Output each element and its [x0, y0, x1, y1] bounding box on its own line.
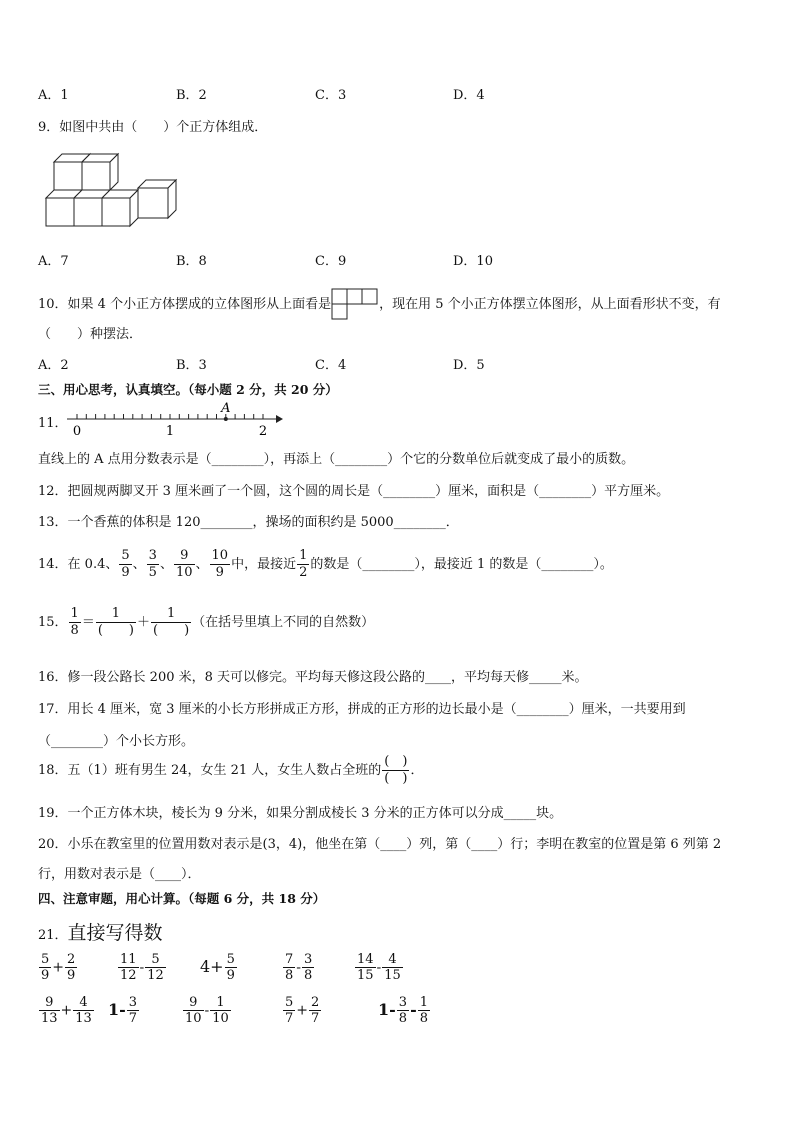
calc-9-10-minus-1-10: $\frac{9}{10}$ - $\frac{1}{10}$	[185, 995, 229, 1026]
section-3-heading: 三、用心思考，认真填空。（每小题 2 分，共 20 分）	[38, 382, 338, 397]
q11-text: 直线上的 A 点用分数表示是（________），再添上（________）个它的分数单位后就变成了最小的质数。	[38, 452, 635, 467]
calc-1-minus-3-7: 1- $\frac{3}{7}$	[108, 995, 138, 1026]
frac-9-10: $\frac{9}{10}$	[175, 548, 193, 580]
q15-note: （在括号里填上不同的自然数）	[192, 615, 375, 630]
q9-option-c: C．9	[315, 254, 347, 269]
point-a-label: A	[221, 401, 231, 416]
q15-line: 15． $\frac{1}{8}$ ＝ $\frac{1}{( )}$ ＋ $\frac{1}{( )}$ （在括号里填上不同的自然数）	[38, 606, 375, 638]
q16-text: 16．修一段公路长 200 米，8 天可以修完。平均每天修这段公路的____，平均每天修_____米。	[38, 670, 588, 685]
q9-option-b: B．8	[176, 254, 207, 269]
q17-text-b: （________）个小长方形。	[38, 734, 195, 749]
q18-text: 18．五（1）班有男生 24，女生 21 人，女生人数占全班的	[38, 763, 382, 778]
q14-line: 14．在 0.4、 $\frac{5}{9}$ 、 $\frac{3}{5}$ 、 $\frac{9}{10}$ 、 $\frac{10}{9}$ 中，最接近 $\frac{1}{2}$ 的数是（________），最接近 1 的数是（________）。	[38, 548, 613, 580]
q9-option-d: D．10	[453, 254, 493, 269]
q12-text: 12．把圆规两脚叉开 3 厘米画了一个圆，这个圆的周长是（________）厘米，面积是（________）平方厘米。	[38, 484, 670, 499]
calc-7-8-minus-3-8: $\frac{7}{8}$ - $\frac{3}{8}$	[285, 952, 313, 983]
calc-9-13-plus-4-13: $\frac{9}{13}$ + $\frac{4}{13}$	[41, 995, 92, 1026]
blank-fraction: $\frac{( )}{( )}$	[384, 754, 408, 786]
calc-1-minus-3-8-minus-1-8: 1- $\frac{3}{8}$ - $\frac{1}{8}$	[378, 995, 428, 1026]
calc-14-15-minus-4-15: $\frac{14}{15}$ - $\frac{4}{15}$	[357, 952, 401, 983]
q20-text-b: 行，用数对表示是（____）．	[38, 867, 201, 882]
q21-title: 21．直接写得数	[38, 922, 163, 944]
q8-option-a: A．1	[38, 88, 69, 103]
q8-option-d: D．4	[453, 88, 485, 103]
q10-line1	[38, 288, 721, 320]
calc-11-12-minus-5-12: $\frac{11}{12}$ - $\frac{5}{12}$	[120, 952, 164, 983]
q10-text-c: （ ）种摆法．	[38, 327, 143, 342]
q14-mid: 中，最接近	[231, 557, 297, 572]
blank-fraction-1: $\frac{1}{( )}$	[97, 606, 134, 638]
top-view-shape	[331, 288, 379, 320]
tick-label-2: 2	[258, 424, 268, 439]
q11-num: 11．	[38, 416, 68, 431]
q14-prefix: 14．在 0.4、	[38, 557, 119, 572]
calc-5-9-plus-2-9: $\frac{5}{9}$ + $\frac{2}{9}$	[41, 952, 76, 983]
q10-option-c: C．4	[315, 358, 347, 373]
q9-text: 9．如图中共由（ ）个正方体组成．	[38, 120, 268, 135]
q14-tail: 的数是（________），最接近 1 的数是（________）。	[310, 557, 613, 572]
frac-1-2: $\frac{1}{2}$	[299, 548, 308, 580]
section-4-heading: 四、注意审题，用心计算。（每题 6 分，共 18 分）	[38, 891, 326, 906]
tick-label-0: 0	[72, 424, 82, 439]
calc-5-7-plus-2-7: $\frac{5}{7}$ + $\frac{2}{7}$	[285, 995, 320, 1026]
q8-option-b: B．2	[176, 88, 207, 103]
q10-text-a: 10．如果 4 个小正方体摆成的立体图形从上面看是	[38, 297, 332, 312]
q17-text-a: 17．用长 4 厘米，宽 3 厘米的小长方形拼成正方形，拼成的正方形的边长最小是（________）厘米，一共要用到	[38, 702, 686, 717]
frac-1-8: $\frac{1}{8}$	[70, 606, 79, 638]
q9-option-a: A．7	[38, 254, 69, 269]
number-line	[62, 398, 284, 440]
frac-3-5: $\frac{3}{5}$	[148, 548, 157, 580]
cubes-figure	[40, 150, 185, 230]
q20-text-a: 20．小乐在教室里的位置用数对表示是(3，4)，他坐在第（____）列，第（____）行；李明在教室的位置是第 6 列第 2	[38, 837, 722, 852]
calc-4-plus-5-9: 4+ $\frac{5}{9}$	[200, 952, 235, 983]
q10-option-b: B．3	[176, 358, 207, 373]
point-a-marker	[224, 417, 228, 421]
q10-option-a: A．2	[38, 358, 69, 373]
q15-num: 15．	[38, 615, 68, 630]
q19-text: 19．一个正方体木块，棱长为 9 分米，如果分割成棱长 3 分米的正方体可以分成_____块。	[38, 806, 563, 821]
q10-text-b: ，现在用 5 个小正方体摆立体图形，从上面看形状不变，有	[379, 297, 721, 312]
frac-10-9: $\frac{10}{9}$	[211, 548, 229, 580]
frac-5-9: $\frac{5}{9}$	[121, 548, 130, 580]
q10-option-d: D．5	[453, 358, 485, 373]
q13-text: 13．一个香蕉的体积是 120________，操场的面积约是 5000________．	[38, 515, 459, 530]
tick-label-1: 1	[165, 424, 175, 439]
q18-line: 18．五（1）班有男生 24，女生 21 人，女生人数占全班的 $\frac{( )}{( )}$ ．	[38, 754, 424, 786]
blank-fraction-2: $\frac{1}{( )}$	[153, 606, 190, 638]
q8-option-c: C．3	[315, 88, 347, 103]
